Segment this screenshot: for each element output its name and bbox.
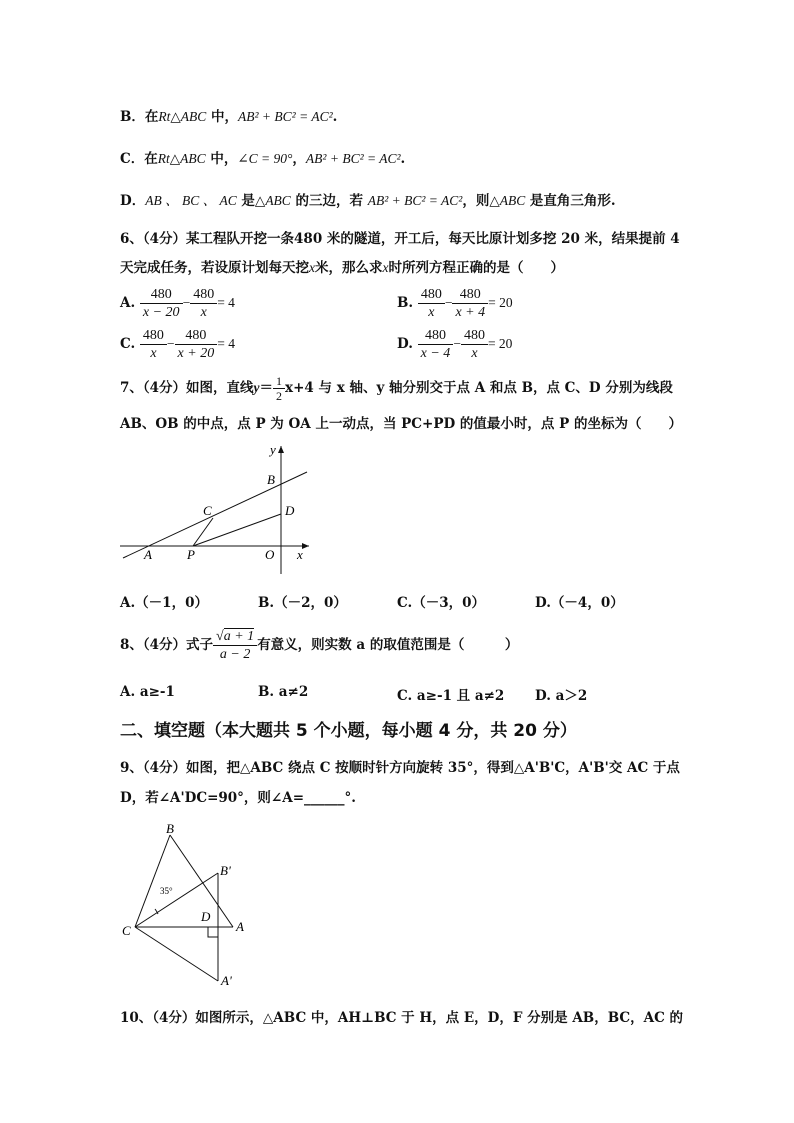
- q6-c-d1: x: [150, 346, 157, 361]
- q7-option-a: A.（－1，0）: [120, 595, 208, 611]
- q6-c-label: C.: [120, 336, 136, 352]
- q6-option-b: [397, 286, 513, 321]
- label-x: x: [297, 547, 303, 562]
- q6-d-op: −: [453, 336, 461, 351]
- label-a: A: [144, 547, 152, 562]
- q5-c-triangle: Rt△ABC: [157, 151, 206, 166]
- q6-line1: 6、（4分）某工程队开挖一条480 米的隧道，开工后，每天比原计划多挖 20 米，结果提前 4: [120, 231, 680, 247]
- q6-b-frac2: [452, 286, 488, 321]
- label-b: B: [267, 472, 275, 487]
- q6-d-n1: 480: [418, 327, 454, 345]
- q5-option-c: [120, 149, 405, 169]
- label-d: D: [201, 909, 211, 924]
- q6-c-op: −: [166, 336, 175, 351]
- q6-line2b: 米，那么求: [315, 260, 383, 276]
- q6-c-frac1: [140, 327, 167, 362]
- q7-frac: [273, 374, 285, 403]
- q6-d-d1: x − 4: [420, 346, 451, 361]
- q6-option-a: [120, 286, 235, 321]
- q6-line2c: 时所列方程正确的是（ ）: [388, 260, 564, 276]
- q5-b-equation: AB² + BC² = AC²: [238, 109, 333, 124]
- side-cb: [135, 835, 170, 927]
- side-ca1: [135, 927, 218, 981]
- x-axis-arrow-icon: [302, 543, 309, 549]
- q6-a-d1: x − 20: [142, 305, 180, 320]
- q5-b-end: .: [332, 109, 338, 125]
- q10-line1: 10、（4分）如图所示，△ABC 中，AH⊥BC 于 H，点 E，D，F 分别是 AB，BC，AC 的: [120, 1010, 684, 1026]
- q5-option-b: [120, 107, 337, 127]
- q6-b-n1: 480: [418, 286, 445, 304]
- q8-option-b: B. a≠2: [258, 684, 309, 700]
- label-p: P: [187, 547, 195, 562]
- q6-d-frac2: [461, 327, 488, 362]
- q6-c-d2: x + 20: [177, 346, 215, 361]
- q6-a-d2: x: [200, 305, 207, 320]
- q6-line2: [120, 258, 564, 278]
- q6-option-d: [397, 327, 512, 362]
- y-axis-arrow-icon: [278, 446, 284, 453]
- q7-l1b: x+4 与 x 轴、y 轴分别交于点 A 和点 B，点 C、D 分别为线段: [285, 380, 673, 396]
- q7-line1: [120, 374, 673, 403]
- q6-c-rhs: = 4: [217, 336, 235, 351]
- q7-frac-den: 2: [276, 389, 283, 403]
- segment-pc: [193, 518, 213, 546]
- q6-d-d2: x: [471, 346, 478, 361]
- q6-line2a: 天完成任务，若设原计划每天挖: [120, 260, 309, 276]
- right-angle-mark: [208, 927, 218, 937]
- q6-c-n1: 480: [140, 327, 167, 345]
- q8-line: [120, 628, 518, 663]
- q8-suffix: 有意义，则实数 a 的取值范围是（ ）: [257, 637, 519, 653]
- label-d: D: [285, 503, 295, 518]
- q6-a-frac1: [140, 286, 183, 321]
- q6-d-label: D.: [397, 336, 413, 352]
- q6-b-op: −: [444, 295, 453, 310]
- q8-option-c: C. a≥-1 且 a≠2: [397, 688, 505, 704]
- q9-line2: D，若∠A'DC=90°，则∠A=______°.: [120, 790, 356, 806]
- q5-d-text3: ，则△: [462, 193, 500, 209]
- q7-eq: ＝: [259, 380, 274, 396]
- q5-c-equation: AB² + BC² = AC²: [305, 151, 401, 166]
- q8-prefix: 8、（4分）式子: [120, 637, 214, 653]
- q6-b-label: B.: [397, 295, 414, 311]
- q8-num: a + 1: [223, 629, 255, 644]
- q6-b-rhs: = 20: [488, 295, 513, 310]
- q8-frac: [213, 628, 257, 663]
- label-y: y: [270, 442, 276, 457]
- q5-c-mid: 中，: [205, 151, 238, 167]
- q6-a-op: −: [182, 295, 191, 310]
- q8-numerator: [213, 628, 257, 646]
- q6-c-frac2: [175, 327, 218, 362]
- q6-d-n2: 480: [461, 327, 488, 345]
- q5-c-angle: ∠C = 90°: [237, 151, 293, 166]
- q7-option-d: D.（－4，0）: [535, 595, 624, 611]
- q5-d-equation: AB² + BC² = AC²: [367, 193, 463, 208]
- q5-c-prefix: C．在: [120, 151, 158, 167]
- q6-b-d1: x: [428, 305, 435, 320]
- q5-d-text2: 的三边，若: [290, 193, 368, 209]
- q5-d-triangle: ABC: [265, 193, 291, 208]
- q5-c-end: .: [400, 151, 406, 167]
- q7-line2: AB、OB 的中点，点 P 为 OA 上一动点，当 PC+PD 的值最小时，点 P 的坐标为（ ）: [120, 416, 682, 432]
- q7-figure: [115, 440, 315, 580]
- q7-l1a: 7、（4分）如图，直线: [120, 380, 254, 396]
- label-angle: 35°: [160, 886, 173, 896]
- label-b: B: [166, 821, 174, 836]
- q7-option-b: B.（－2，0）: [258, 595, 347, 611]
- q6-var-x2: x: [382, 260, 389, 275]
- q5-d-triangle2: ABC: [499, 193, 526, 208]
- label-b1: B': [220, 863, 231, 878]
- q6-option-c: [120, 327, 235, 362]
- label-a: A: [236, 919, 244, 934]
- q7-frac-num: 1: [273, 374, 285, 389]
- q6-b-d2: x + 4: [455, 305, 486, 320]
- label-o: O: [265, 547, 275, 562]
- q9-line1: 9、（4分）如图，把△ABC 绕点 C 按顺时针方向旋转 35°，得到△A'B'C，A'B'交 AC 于点: [120, 760, 680, 776]
- label-c: C: [122, 923, 131, 938]
- q6-a-frac2: [190, 286, 217, 321]
- q5-b-triangle: Rt△ABC: [158, 109, 207, 124]
- q6-d-frac1: [418, 327, 454, 362]
- sqrt-icon: √: [216, 629, 224, 644]
- q6-d-rhs: = 20: [487, 336, 513, 351]
- q5-d-text4: 是直角三角形.: [525, 193, 616, 209]
- q6-a-rhs: = 4: [217, 295, 235, 310]
- q5-d-sides: AB 、 BC 、 AC: [145, 193, 237, 208]
- label-a1: A': [221, 973, 232, 988]
- q7-option-c: C.（－3，0）: [397, 595, 485, 611]
- q7-y: y: [253, 380, 260, 395]
- q5-c-comma: ，: [292, 151, 306, 167]
- q5-option-d: [120, 191, 616, 211]
- q5-b-prefix: B．在: [120, 109, 159, 125]
- q6-a-n2: 480: [190, 286, 217, 304]
- q6-var-x: x: [309, 260, 315, 275]
- q9-figure: [115, 815, 255, 995]
- q5-d-prefix: D．: [120, 193, 146, 209]
- q6-b-frac1: [418, 286, 445, 321]
- q6-a-n1: 480: [140, 286, 183, 304]
- section-heading: 二、填空题（本大题共 5 个小题，每小题 4 分，共 20 分）: [120, 721, 577, 741]
- q6-a-label: A.: [120, 295, 136, 311]
- q8-option-d: D. a＞2: [535, 688, 588, 704]
- label-c: C: [203, 503, 212, 518]
- q8-den: a − 2: [219, 647, 251, 662]
- q6-c-n2: 480: [175, 327, 218, 345]
- q5-d-text1: 是△: [236, 193, 266, 209]
- q8-option-a: A. a≥-1: [120, 684, 175, 700]
- q6-b-n2: 480: [452, 286, 488, 304]
- q5-b-mid: 中，: [206, 109, 239, 125]
